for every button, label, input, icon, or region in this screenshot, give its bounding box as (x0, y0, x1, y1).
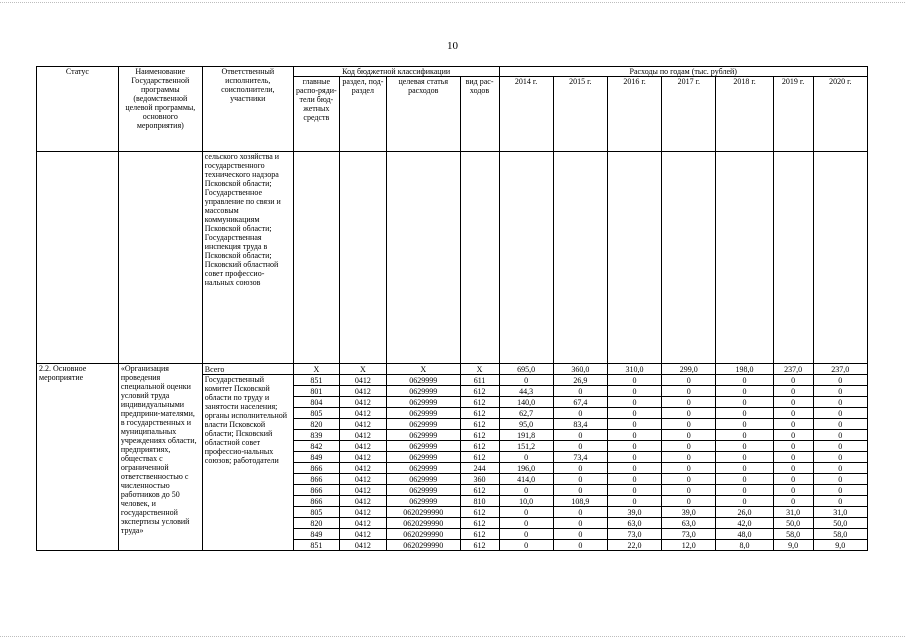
continuation-empty-cell (607, 152, 661, 364)
expense-value: 0 (607, 485, 661, 496)
expense-value: 0 (662, 419, 716, 430)
expense-value: 39,0 (607, 507, 661, 518)
csr-cell: 0629999 (386, 408, 460, 419)
vr-cell: 612 (460, 408, 499, 419)
expense-value: 0 (773, 375, 813, 386)
expense-value: 0 (813, 474, 867, 485)
expense-value: 0 (662, 397, 716, 408)
table-row (37, 364, 868, 375)
csr-cell: 0629999 (386, 419, 460, 430)
header-status: Статус (37, 67, 119, 152)
continuation-empty-cell (386, 152, 460, 364)
razdel-cell: 0412 (339, 529, 386, 540)
expense-value: 62,7 (499, 408, 553, 419)
grbs-cell: 842 (293, 441, 339, 452)
expense-value: 0 (499, 540, 553, 551)
expense-value: 0 (607, 452, 661, 463)
expense-value: 0 (773, 496, 813, 507)
razdel-cell: 0412 (339, 419, 386, 430)
expense-value: 0 (607, 408, 661, 419)
vr-cell: 612 (460, 419, 499, 430)
csr-cell: 0629999 (386, 430, 460, 441)
expense-value: 58,0 (813, 529, 867, 540)
expense-value: 0 (716, 474, 773, 485)
razdel-cell: 0412 (339, 474, 386, 485)
expense-value: 26,0 (716, 507, 773, 518)
razdel-cell: 0412 (339, 518, 386, 529)
expense-value: 0 (716, 419, 773, 430)
expense-value: 83,4 (553, 419, 607, 430)
expense-value: 0 (773, 397, 813, 408)
expense-value: 0 (773, 452, 813, 463)
grbs-cell: 801 (293, 386, 339, 397)
header-program-name: Наименование Государственной программы (ведомственной целевой программы, основного мероприятия) (118, 67, 202, 152)
expense-value: 0 (607, 474, 661, 485)
expense-value: 695,0 (499, 364, 553, 375)
grbs-cell: 866 (293, 485, 339, 496)
expense-value: 0 (813, 419, 867, 430)
csr-cell: X (386, 364, 460, 375)
grbs-cell: 866 (293, 496, 339, 507)
expense-value: 108,9 (553, 496, 607, 507)
razdel-cell: 0412 (339, 452, 386, 463)
expense-value: 299,0 (662, 364, 716, 375)
expense-value: 0 (607, 375, 661, 386)
expense-value: 0 (773, 441, 813, 452)
expense-value: 0 (716, 397, 773, 408)
vr-cell: 611 (460, 375, 499, 386)
expense-value: 0 (813, 375, 867, 386)
vr-cell: 612 (460, 397, 499, 408)
expense-value: 12,0 (662, 540, 716, 551)
vr-cell: 612 (460, 386, 499, 397)
vr-cell: 612 (460, 507, 499, 518)
expense-value: 360,0 (553, 364, 607, 375)
expense-value: 0 (607, 441, 661, 452)
expense-value: 237,0 (773, 364, 813, 375)
csr-cell: 0620299990 (386, 529, 460, 540)
continuation-empty-cell (662, 152, 716, 364)
grbs-cell: 820 (293, 518, 339, 529)
expense-value: 0 (553, 463, 607, 474)
expense-value: 0 (773, 430, 813, 441)
vr-cell: 360 (460, 474, 499, 485)
expense-value: 31,0 (773, 507, 813, 518)
section-name: «Организация проведения специальной оценки условий труда индивидуальными предприни-мателями, в государственных и муниципальных учреждениях области, предприятиях, обществах с ограниченной ответственностью с численностью работников до 50 человек, и государственной экспертизы условий труда» (118, 364, 202, 551)
expense-value: 0 (607, 386, 661, 397)
grbs-cell: X (293, 364, 339, 375)
expense-value: 140,0 (499, 397, 553, 408)
expense-value: 0 (716, 452, 773, 463)
csr-cell: 0629999 (386, 474, 460, 485)
continuation-empty-cell (460, 152, 499, 364)
expense-value: 0 (553, 430, 607, 441)
header-budget-code: Код бюджетной классификации (293, 67, 499, 77)
continuation-empty-cell (813, 152, 867, 364)
expense-value: 0 (607, 397, 661, 408)
expense-value: 0 (662, 496, 716, 507)
expense-value: 0 (553, 386, 607, 397)
csr-cell: 0629999 (386, 441, 460, 452)
razdel-cell: 0412 (339, 496, 386, 507)
expense-value: 0 (499, 485, 553, 496)
vr-cell: 612 (460, 452, 499, 463)
expense-value: 63,0 (607, 518, 661, 529)
vr-cell: 810 (460, 496, 499, 507)
header-year: 2014 г. (499, 77, 553, 152)
expense-value: 0 (716, 441, 773, 452)
grbs-cell: 866 (293, 463, 339, 474)
scan-edge-top (0, 2, 905, 4)
expense-value: 31,0 (813, 507, 867, 518)
expense-value: 0 (553, 507, 607, 518)
razdel-cell: 0412 (339, 386, 386, 397)
csr-cell: 0629999 (386, 386, 460, 397)
expense-value: 39,0 (662, 507, 716, 518)
razdel-cell: 0412 (339, 441, 386, 452)
expense-value: 0 (716, 430, 773, 441)
expense-value: 9,0 (773, 540, 813, 551)
expense-value: 0 (716, 496, 773, 507)
expense-value: 237,0 (813, 364, 867, 375)
razdel-cell: 0412 (339, 375, 386, 386)
expense-value: 0 (813, 496, 867, 507)
continuation-executors: сельского хозяйства и государственного технического надзора Псковской области; Государственное управление по связи и массовым коммуникациям Псковской области; Государственная инспекция труда в Псковской области; Псковский областной совет профессио-нальных союзов (202, 152, 293, 364)
expense-value: 0 (662, 452, 716, 463)
expense-value: 0 (716, 386, 773, 397)
razdel-cell: 0412 (339, 397, 386, 408)
csr-cell: 0629999 (386, 485, 460, 496)
expense-value: 191,8 (499, 430, 553, 441)
expense-value: 0 (553, 529, 607, 540)
expense-value: 58,0 (773, 529, 813, 540)
expense-value: 0 (773, 408, 813, 419)
expense-value: 73,0 (607, 529, 661, 540)
grbs-cell: 805 (293, 507, 339, 518)
csr-cell: 0629999 (386, 375, 460, 386)
expense-value: 0 (773, 485, 813, 496)
expense-value: 0 (553, 485, 607, 496)
continuation-empty-cell (499, 152, 553, 364)
header-year: 2016 г. (607, 77, 661, 152)
expense-value: 0 (813, 485, 867, 496)
expense-value: 196,0 (499, 463, 553, 474)
expense-value: 0 (553, 441, 607, 452)
vr-cell: 612 (460, 430, 499, 441)
total-label: Всего (202, 364, 293, 375)
expense-value: 0 (607, 463, 661, 474)
expense-value: 67,4 (553, 397, 607, 408)
csr-cell: 0629999 (386, 496, 460, 507)
expense-value: 0 (499, 518, 553, 529)
expense-value: 0 (499, 452, 553, 463)
continuation-name-cell (118, 152, 202, 364)
expense-value: 0 (813, 452, 867, 463)
expense-value: 0 (553, 518, 607, 529)
header-year: 2018 г. (716, 77, 773, 152)
header-year: 2017 г. (662, 77, 716, 152)
razdel-cell: 0412 (339, 463, 386, 474)
expense-value: 0 (813, 463, 867, 474)
expense-value: 0 (607, 430, 661, 441)
expense-value: 310,0 (607, 364, 661, 375)
continuation-empty-cell (553, 152, 607, 364)
expense-value: 0 (499, 375, 553, 386)
vr-cell: 244 (460, 463, 499, 474)
expense-value: 0 (553, 408, 607, 419)
grbs-cell: 849 (293, 452, 339, 463)
header-expenses: Расходы по годам (тыс. рублей) (499, 67, 868, 77)
razdel-cell: 0412 (339, 485, 386, 496)
expense-value: 414,0 (499, 474, 553, 485)
scan-edge-bottom (0, 636, 905, 638)
expense-value: 0 (813, 441, 867, 452)
expense-value: 22,0 (607, 540, 661, 551)
section-executors: Государственный комитет Псковской области по труду и занятости населения; органы исполнительной власти Псковской области; Псковский областной совет профессио-нальных союзов; работодатели (202, 375, 293, 551)
expense-value: 42,0 (716, 518, 773, 529)
csr-cell: 0629999 (386, 452, 460, 463)
expense-value: 0 (607, 419, 661, 430)
razdel-cell: 0412 (339, 430, 386, 441)
expense-value: 0 (716, 408, 773, 419)
csr-cell: 0629999 (386, 397, 460, 408)
razdel-cell: 0412 (339, 540, 386, 551)
csr-cell: 0620299990 (386, 518, 460, 529)
expense-value: 0 (553, 540, 607, 551)
header-executor: Ответственный исполнитель, соисполнители, участники (202, 67, 293, 152)
header-csr: целевая статья расходов (386, 77, 460, 152)
vr-cell: 612 (460, 540, 499, 551)
header-year: 2015 г. (553, 77, 607, 152)
expense-value: 198,0 (716, 364, 773, 375)
expense-value: 0 (662, 474, 716, 485)
continuation-empty-cell (293, 152, 339, 364)
expense-value: 0 (813, 408, 867, 419)
csr-cell: 0620299990 (386, 507, 460, 518)
continuation-empty-cell (339, 152, 386, 364)
header-year: 2020 г. (813, 77, 867, 152)
grbs-cell: 804 (293, 397, 339, 408)
expense-value: 0 (662, 430, 716, 441)
grbs-cell: 839 (293, 430, 339, 441)
expense-value: 50,0 (773, 518, 813, 529)
expense-value: 0 (813, 386, 867, 397)
expense-value: 0 (773, 386, 813, 397)
expense-value: 10,0 (499, 496, 553, 507)
header-razdel: раздел, под-раздел (339, 77, 386, 152)
expense-value: 0 (662, 408, 716, 419)
expense-value: 0 (662, 386, 716, 397)
expense-value: 8,0 (716, 540, 773, 551)
continuation-status-cell (37, 152, 119, 364)
section-status: 2.2. Основное мероприятие (37, 364, 119, 551)
expense-value: 0 (662, 375, 716, 386)
grbs-cell: 820 (293, 419, 339, 430)
expense-value: 151,2 (499, 441, 553, 452)
csr-cell: 0620299990 (386, 540, 460, 551)
vr-cell: 612 (460, 529, 499, 540)
expense-value: 0 (662, 441, 716, 452)
header-year: 2019 г. (773, 77, 813, 152)
grbs-cell: 805 (293, 408, 339, 419)
expense-value: 0 (773, 419, 813, 430)
continuation-empty-cell (773, 152, 813, 364)
grbs-cell: 851 (293, 540, 339, 551)
expense-value: 48,0 (716, 529, 773, 540)
expense-value: 9,0 (813, 540, 867, 551)
expense-value: 0 (813, 397, 867, 408)
vr-cell: X (460, 364, 499, 375)
vr-cell: 612 (460, 518, 499, 529)
expense-value: 0 (813, 430, 867, 441)
expense-value: 0 (662, 463, 716, 474)
grbs-cell: 851 (293, 375, 339, 386)
expense-value: 26,9 (553, 375, 607, 386)
expense-value: 44,3 (499, 386, 553, 397)
expense-value: 0 (716, 463, 773, 474)
vr-cell: 612 (460, 441, 499, 452)
grbs-cell: 866 (293, 474, 339, 485)
continuation-empty-cell (716, 152, 773, 364)
razdel-cell: 0412 (339, 408, 386, 419)
expense-value: 0 (607, 496, 661, 507)
header-vr: вид рас-ходов (460, 77, 499, 152)
csr-cell: 0629999 (386, 463, 460, 474)
expense-value: 73,0 (662, 529, 716, 540)
razdel-cell: X (339, 364, 386, 375)
expense-value: 0 (499, 507, 553, 518)
expense-value: 0 (773, 463, 813, 474)
expense-value: 0 (716, 485, 773, 496)
expense-value: 73,4 (553, 452, 607, 463)
page-number: 10 (447, 40, 458, 52)
expense-value: 63,0 (662, 518, 716, 529)
expense-value: 95,0 (499, 419, 553, 430)
grbs-cell: 849 (293, 529, 339, 540)
vr-cell: 612 (460, 485, 499, 496)
header-grbs: главные распо-ряди-тели бюд-жетных средств (293, 77, 339, 152)
expense-value: 0 (499, 529, 553, 540)
expense-value: 0 (716, 375, 773, 386)
expense-value: 0 (773, 474, 813, 485)
expense-value: 0 (553, 474, 607, 485)
expense-value: 50,0 (813, 518, 867, 529)
budget-table (36, 66, 868, 551)
expense-value: 0 (662, 485, 716, 496)
razdel-cell: 0412 (339, 507, 386, 518)
